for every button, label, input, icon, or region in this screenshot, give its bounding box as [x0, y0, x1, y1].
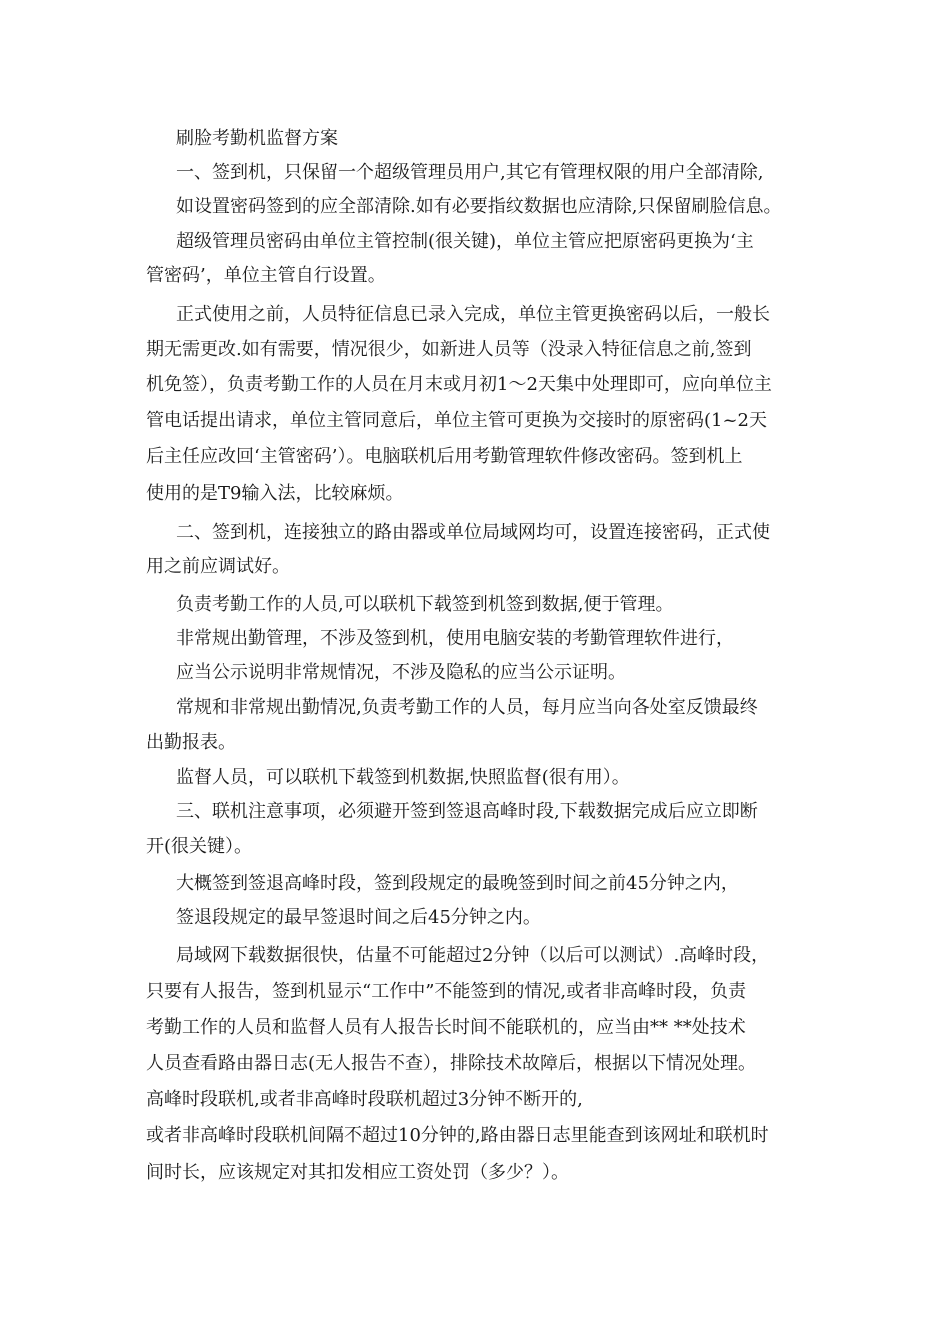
- text-line: 正式使用之前，人员特征信息已录入完成，单位主管更换密码以后，一般长: [176, 304, 770, 325]
- text-line: 如设置密码签到的应全部清除.如有必要指纹数据也应清除,只保留刷脸信息。: [176, 196, 782, 217]
- text-line: 开(很关键）。: [146, 836, 253, 857]
- text-line: 出勤报表。: [146, 732, 236, 753]
- text-line: 考勤工作的人员和监督人员有人报告长时间不能联机的，应当由** **处技术: [146, 1017, 746, 1038]
- text-line: 管密码’，单位主管自行设置。: [146, 265, 386, 286]
- text-line: 使用的是T9输入法，比较麻烦。: [146, 483, 404, 504]
- text-line: 常规和非常规出勤情况,负责考勤工作的人员，每月应当向各处室反馈最终: [176, 697, 758, 718]
- document-title: 刷脸考勤机监督方案: [176, 128, 338, 149]
- text-line: 机免签），负责考勤工作的人员在月末或月初1～2天集中处理即可，应向单位主: [146, 374, 772, 395]
- text-line: 一、签到机，只保留一个超级管理员用户,其它有管理权限的用户全部清除,: [176, 162, 764, 183]
- text-line: 超级管理员密码由单位主管控制(很关键)，单位主管应把原密码更换为‘主: [176, 231, 754, 252]
- text-line: 或者非高峰时段联机间隔不超过10分钟的,路由器日志里能查到该网址和联机时: [146, 1125, 769, 1146]
- text-line: 应当公示说明非常规情况，不涉及隐私的应当公示证明。: [176, 662, 626, 683]
- text-line: 监督人员，可以联机下载签到机数据,快照监督(很有用）。: [176, 767, 630, 788]
- text-line: 后主任应改回‘主管密码’）。电脑联机后用考勤管理软件修改密码。签到机上: [146, 446, 743, 467]
- text-line: 三、联机注意事项，必须避开签到签退高峰时段,下载数据完成后应立即断: [176, 801, 758, 822]
- text-line: 局域网下载数据很快，估量不可能超过2分钟（以后可以测试）.高峰时段，: [176, 945, 770, 966]
- text-line: 人员查看路由器日志(无人报告不查），排除技术故障后，根据以下情况处理。: [146, 1053, 757, 1074]
- text-line: 二、签到机，连接独立的路由器或单位局域网均可，设置连接密码，正式使: [176, 522, 770, 543]
- text-line: 非常规出勤管理，不涉及签到机，使用电脑安装的考勤管理软件进行，: [176, 628, 734, 649]
- text-line: 期无需更改.如有需要，情况很少，如新进人员等（没录入特征信息之前,签到: [146, 339, 752, 360]
- text-line: 高峰时段联机,或者非高峰时段联机超过3分钟不断开的,: [146, 1089, 583, 1110]
- text-line: 管电话提出请求，单位主管同意后，单位主管可更换为交接时的原密码(1~2天: [146, 410, 768, 431]
- text-line: 负责考勤工作的人员,可以联机下载签到机签到数据,便于管理。: [176, 594, 674, 615]
- text-line: 签退段规定的最早签退时间之后45分钟之内。: [176, 907, 541, 928]
- text-line: 只要有人报告，签到机显示“工作中”不能签到的情况,或者非高峰时段，负责: [146, 981, 747, 1002]
- text-line: 间时长，应该规定对其扣发相应工资处罚（多少？）。: [146, 1162, 569, 1183]
- text-line: 大概签到签退高峰时段，签到段规定的最晚签到时间之前45分钟之内，: [176, 873, 739, 894]
- text-line: 用之前应调试好。: [146, 556, 290, 577]
